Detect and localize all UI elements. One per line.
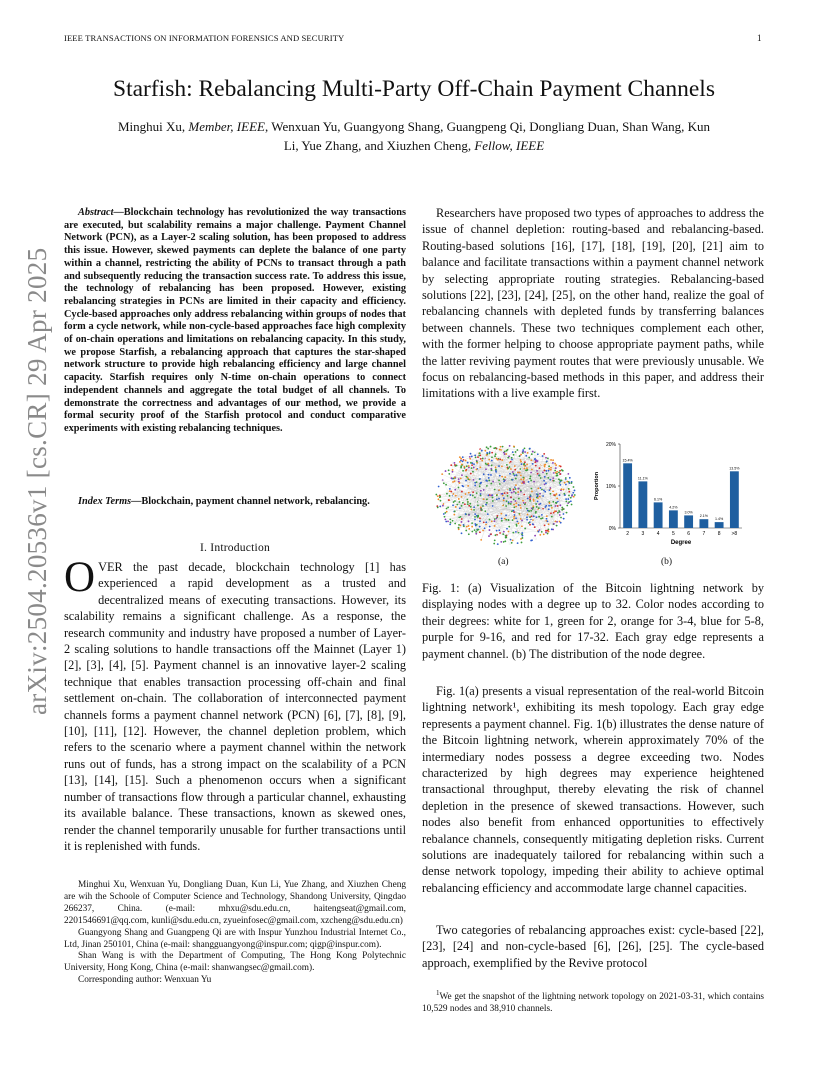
footnote-corresponding: Corresponding author: Wenxuan Yu [78, 975, 212, 986]
index-terms-label: Index Terms [78, 496, 132, 507]
x-axis-label: Degree [670, 540, 692, 546]
bar-value-label: 6.1% [654, 497, 663, 502]
footnote-affiliation-3: Shan Wang is with the Department of Computing, The Hong Kong Polytechnic University, Hong Kong, China (e-mail: shanwangsec@gmail.com). [64, 951, 406, 974]
abstract-label: Abstract [78, 207, 114, 218]
bar [623, 463, 632, 528]
bar-value-label: 11.1% [637, 476, 648, 481]
footnote-affiliation-2: Guangyong Shang and Guangpeng Qi are with Inspur Yunzhou Industrial Internet Co., Ltd, Jinan 250101, China (e-mail: shangguangyong@inspur.com; qigp@inspur.com). [64, 927, 406, 950]
intro-text: the past decade, blockchain technology [1] has experienced a rapid development as a trusted and decentralized means of executing transactions. However, its scalability remains a significant challenge. As a response, the research community and industry have proposed a number of Layer-2 scaling solutions to handle transactions off the Mainnet (Layer 1) [2], [3], [4], [5]. Payment channel is an innovative layer-2 scaling technique that enables transaction processing off-chain and final settlement on-chain. The collaboration of interconnected payment channels forms a payment channel network (PCN) [6], [7], [8], [9], [10], [11], [12]. However, the channel depletion problem, which refers to the scenario where a payment channel within the network runs out of funds, has a strong impact on the scalability of a PCN [13], [14], [15]. Such a phenomenon occurs when a significant number of transactions flow through a particular channel, exhausting its available balance. These transactions, known as skewed ones, render the channel temporarily unusable for further transactions until it is replenished with funds. [64, 560, 406, 853]
intro-paragraph [64, 554, 406, 854]
bar-value-label: 3.0% [684, 510, 693, 515]
authors-line1-post: , Wenxuan Yu, Guangyong Shang, Guangpeng Qi, Dongliang Duan, Shan Wang, Kun [264, 119, 710, 134]
right-paragraph-1: Researchers have proposed two types of approaches to address the issue of channel depletion: routing-based and rebalancing-based. Routing-based solutions [16], [17], [18], [19], [20], [21] aim to balance and facilitate transactions within a payment channel network by selecting appropriate routing strategies. Rebalancing-based solutions [22], [23], [24], [25], on the other hand, realize the goal of rebalancing channels with depleted funds by transferring balances between channels. These two techniques complement each other, with the former helping to choose appropriate payment paths, while the latter reviving payment routes that were previously unusable. We focus on rebalancing-based methods in this paper, and address their limitations with a live example first. [422, 206, 764, 401]
y-tick-label: 10% [605, 484, 616, 490]
bar-value-label: 4.2% [669, 505, 678, 510]
x-tick-label: 8 [717, 531, 721, 537]
bar [669, 510, 678, 528]
figure-caption: Fig. 1: (a) Visualization of the Bitcoin lightning network by displaying nodes with a degree up to 32. Color nodes according to their degrees: white for 1, green for 2, orange for 3-4, blue for 5-8, purple for 9-16, and red for 17-32. Each gray edge represents a payment channel. (b) The distribution of the node degree. [422, 581, 764, 661]
x-tick-label: 4 [656, 531, 660, 537]
bar-value-label: 2.1% [699, 514, 708, 519]
abstract-text: —Blockchain technology has revolutionized the way transactions are executed, but scalability remains a major challenge. Payment Channel Network (PCN), as a Layer-2 scaling solution, has been proposed to address this issue. However, skewed payments can deplete the balance of one party within a channel, restricting the ability of PCNs to transact through a path and subsequently reducing the transaction success rate. To address this issue, the technology of rebalancing has been proposed. However, existing rebalancing strategies in PCNs are limited in their capacity and efficiency. Cycle-based approaches only address rebalancing within groups of nodes that form a cycle network, while non-cycle-based approaches face high complexity of on-chain operations and limitations on rebalancing capacity. In this study, we propose Starfish, a rebalancing approach that captures the star-shaped network structure to provide high rebalancing efficiency and large channel capacity. Starfish requires only N-time on-chain operations to connect independent channels and aggregate the total budget of all channels. To demonstrate the correctness and advantages of our method, we provide a formal security proof of the Starfish protocol and conduct comparative experiments with existing rebalancing techniques. [64, 207, 406, 434]
authors-line2-role: Fellow, IEEE [474, 138, 545, 153]
right-paragraph-2: Fig. 1(a) presents a visual representation of the real-world Bitcoin lightning network¹, exhibiting its mesh topology. Each gray edge represents a payment channel. Fig. 1(b) illustrates the dense nature of the Bitcoin lightning network, wherein approximately 70% of the intermediary nodes possess a degree exceeding two. Nodes characterized by high degrees may experience heightened transactional throughput, thereby elevating the risk of channel depletion in the presence of skewed transactions. However, such nodes also benefit from enhanced opportunities to effectively rebalance channels, consequently mitigating depletion risks. Current solutions are inadequately tailored for rebalancing within such a dense network topology, impeding their ability to achieve optimal rebalancing efficiency and accommodate large channel capacities. [422, 684, 764, 895]
degree-bar-chart [588, 438, 748, 554]
bar [699, 519, 708, 528]
author-footnotes [64, 880, 406, 987]
bar [730, 471, 739, 528]
arxiv-stamp[interactable]: arXiv:2504.20536v1 [cs.CR] 29 Apr 2025 [22, 247, 52, 715]
x-tick-label: 5 [671, 531, 675, 537]
page-number: 1 [757, 33, 762, 43]
index-terms-text: —Blockchain, payment channel network, rebalancing. [131, 496, 370, 507]
y-tick-label: 20% [605, 442, 616, 448]
x-tick-label: 2 [626, 531, 630, 537]
y-axis-label: Proportion [594, 471, 600, 501]
bar-value-label: 13.5% [729, 466, 740, 471]
abstract [64, 207, 406, 436]
author-list [60, 117, 768, 155]
bar [684, 515, 693, 528]
running-header: IEEE TRANSACTIONS ON INFORMATION FORENSICS AND SECURITY [64, 33, 345, 43]
section-heading: I. Introduction [200, 541, 270, 554]
x-tick-label: >8 [731, 531, 738, 537]
bar [638, 481, 647, 528]
authors-line1-pre: Minghui Xu, [118, 119, 189, 134]
y-tick-label: 0% [608, 526, 616, 532]
figure-label-b: (b) [661, 557, 673, 567]
x-tick-label: 6 [687, 531, 691, 537]
bar [654, 502, 663, 528]
bar [715, 522, 724, 528]
paper-title: Starfish: Rebalancing Multi-Party Off-Chain Payment Channels [113, 76, 715, 102]
intro-lead: VER [98, 560, 123, 574]
bar-value-label: 1.4% [715, 517, 724, 522]
figure-label-a: (a) [498, 557, 509, 567]
authors-line1-role: Member, IEEE [188, 119, 265, 134]
x-tick-label: 3 [641, 531, 645, 537]
footnote-affiliation-1: Minghui Xu, Wenxuan Yu, Dongliang Duan, Kun Li, Yue Zhang, and Xiuzhen Cheng are wih the Schoole of Computer Science and Technology, Shandong University, Qingdao 266237, China. (e-mail: mhxu@sdu.edu.cn, haitengseat@gmail.com, 2201546691@qq.com, kunli@sdu.edu.cn, zyueinfosec@gmail.com, xzcheng@sdu.edu.cn) [64, 880, 406, 926]
network-visualization [432, 440, 578, 550]
footnote-snapshot [422, 988, 764, 1016]
bar-value-label: 15.4% [622, 458, 633, 463]
right-paragraph-3: Two categories of rebalancing approaches exist: cycle-based [22], [23], [24] and non-cycle-based [6], [26], [25]. The cycle-based approach, exemplified by the Revive protocol [422, 923, 764, 970]
index-terms [64, 496, 406, 509]
footnote-mark: 1 [436, 989, 440, 997]
drop-cap: O [64, 554, 96, 601]
footnote-snapshot-text: We get the snapshot of the lightning network topology on 2021-03-31, which contains 10,529 nodes and 38,910 channels. [422, 992, 764, 1014]
authors-line2-pre: Li, Yue Zhang, and Xiuzhen Cheng, [283, 138, 475, 153]
x-tick-label: 7 [702, 531, 706, 537]
